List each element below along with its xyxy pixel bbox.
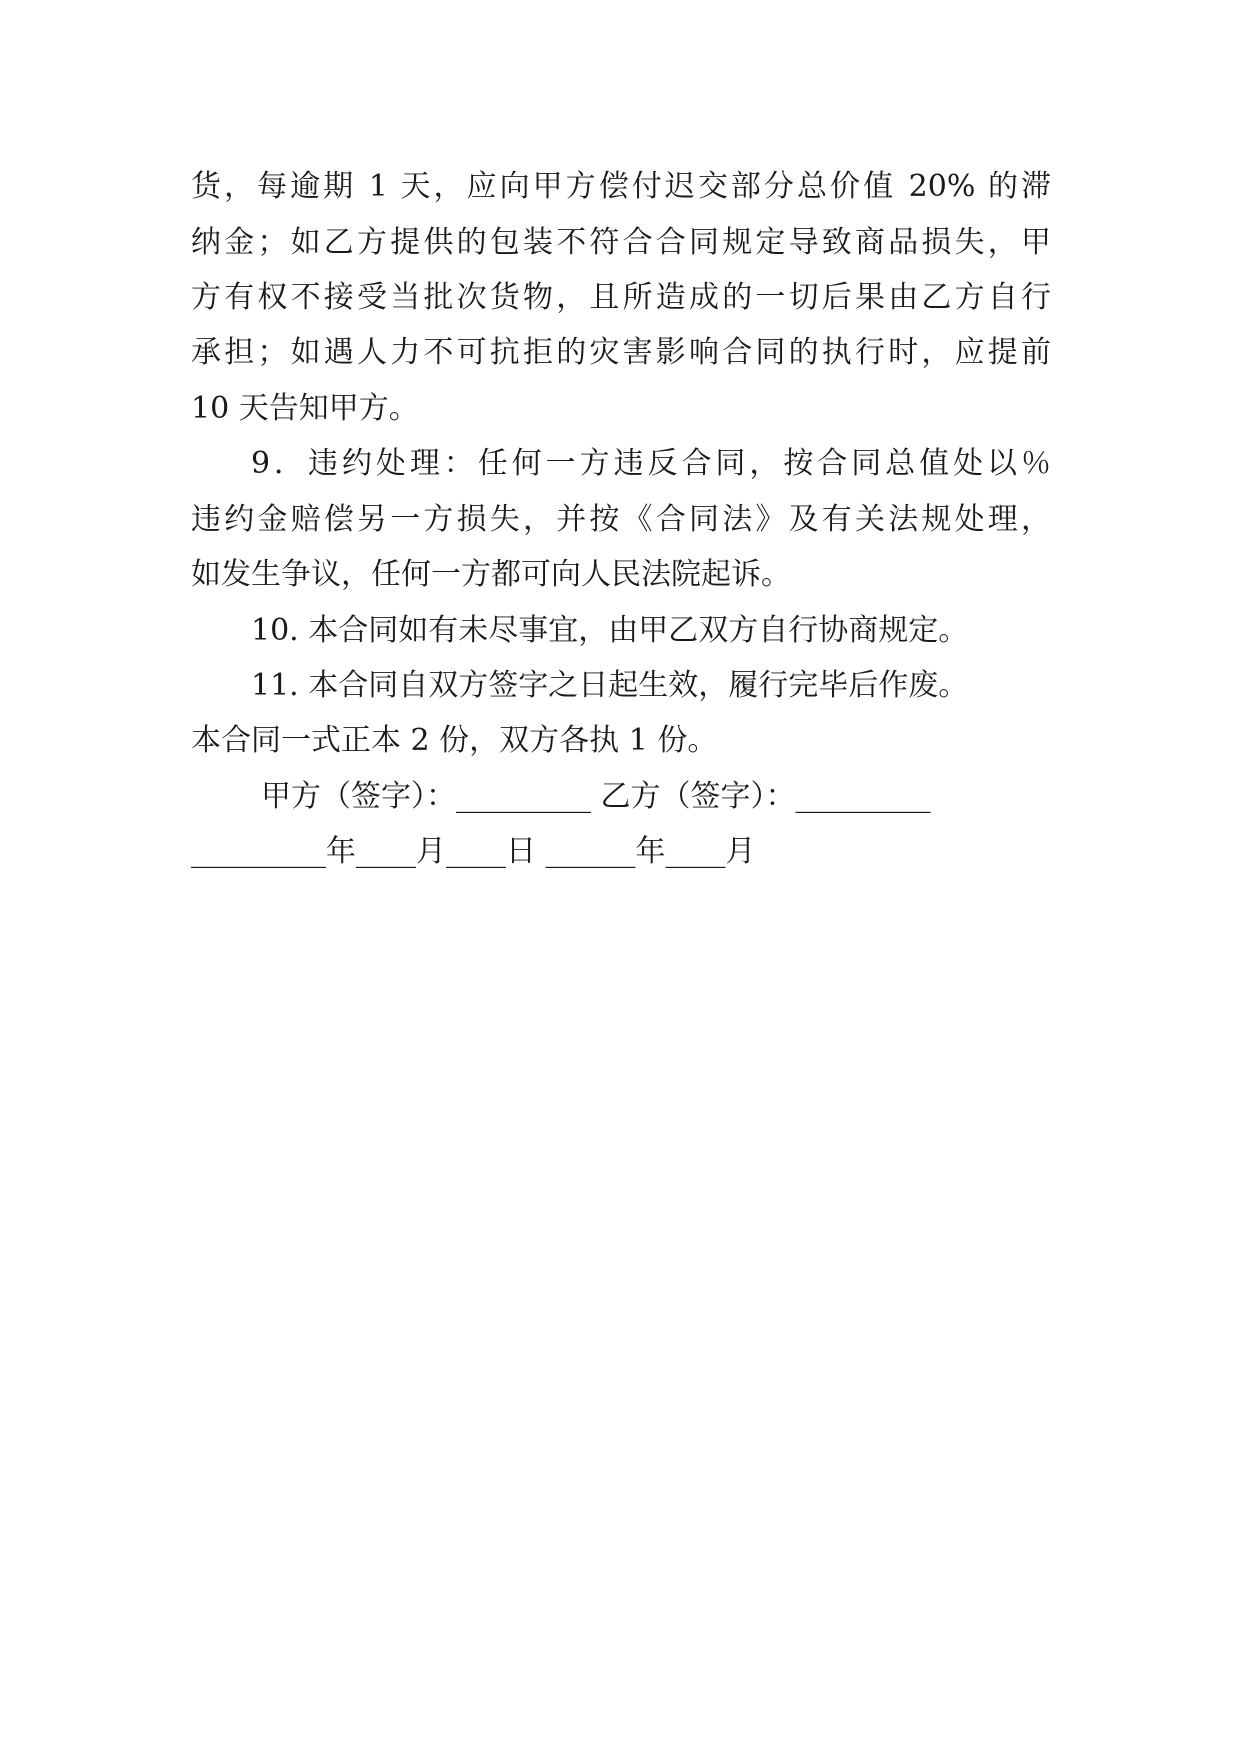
paragraph-line-4: 承担；如遇人力不可抗拒的灾害影响合同的执行时，应提前 bbox=[191, 335, 1051, 370]
signature-line: 甲方（签字）：_________ 乙方（签字）：_________ bbox=[261, 779, 931, 814]
paragraph-line-3: 方有权不接受当批次货物，且所造成的一切后果由乙方自行 bbox=[191, 280, 1051, 315]
clause-11-line-2: 本合同一式正本 2 份，双方各执 1 份。 bbox=[191, 723, 718, 758]
paragraph-line-1: 货，每逾期 1 天，应向甲方偿付迟交部分总价值 20% 的滞 bbox=[191, 169, 1051, 204]
clause-11-line-1: 11. 本合同自双方签字之日起生效，履行完毕后作废。 bbox=[251, 668, 969, 703]
clause-9-line-2: 违约金赔偿另一方损失，并按《合同法》及有关法规处理， bbox=[191, 502, 1051, 537]
paragraph-line-2: 纳金；如乙方提供的包装不符合合同规定导致商品损失，甲 bbox=[191, 225, 1051, 260]
clause-10: 10. 本合同如有未尽事宜，由甲乙双方自行协商规定。 bbox=[251, 613, 969, 648]
clause-9-line-3: 如发生争议，任何一方都可向人民法院起诉。 bbox=[191, 557, 791, 592]
date-line: _________年____月____日 ______年____月 bbox=[191, 834, 756, 869]
paragraph-line-5: 10 天告知甲方。 bbox=[191, 391, 419, 426]
clause-9-line-1: 9．违约处理：任何一方违反合同，按合同总值处以％ bbox=[251, 446, 1051, 481]
